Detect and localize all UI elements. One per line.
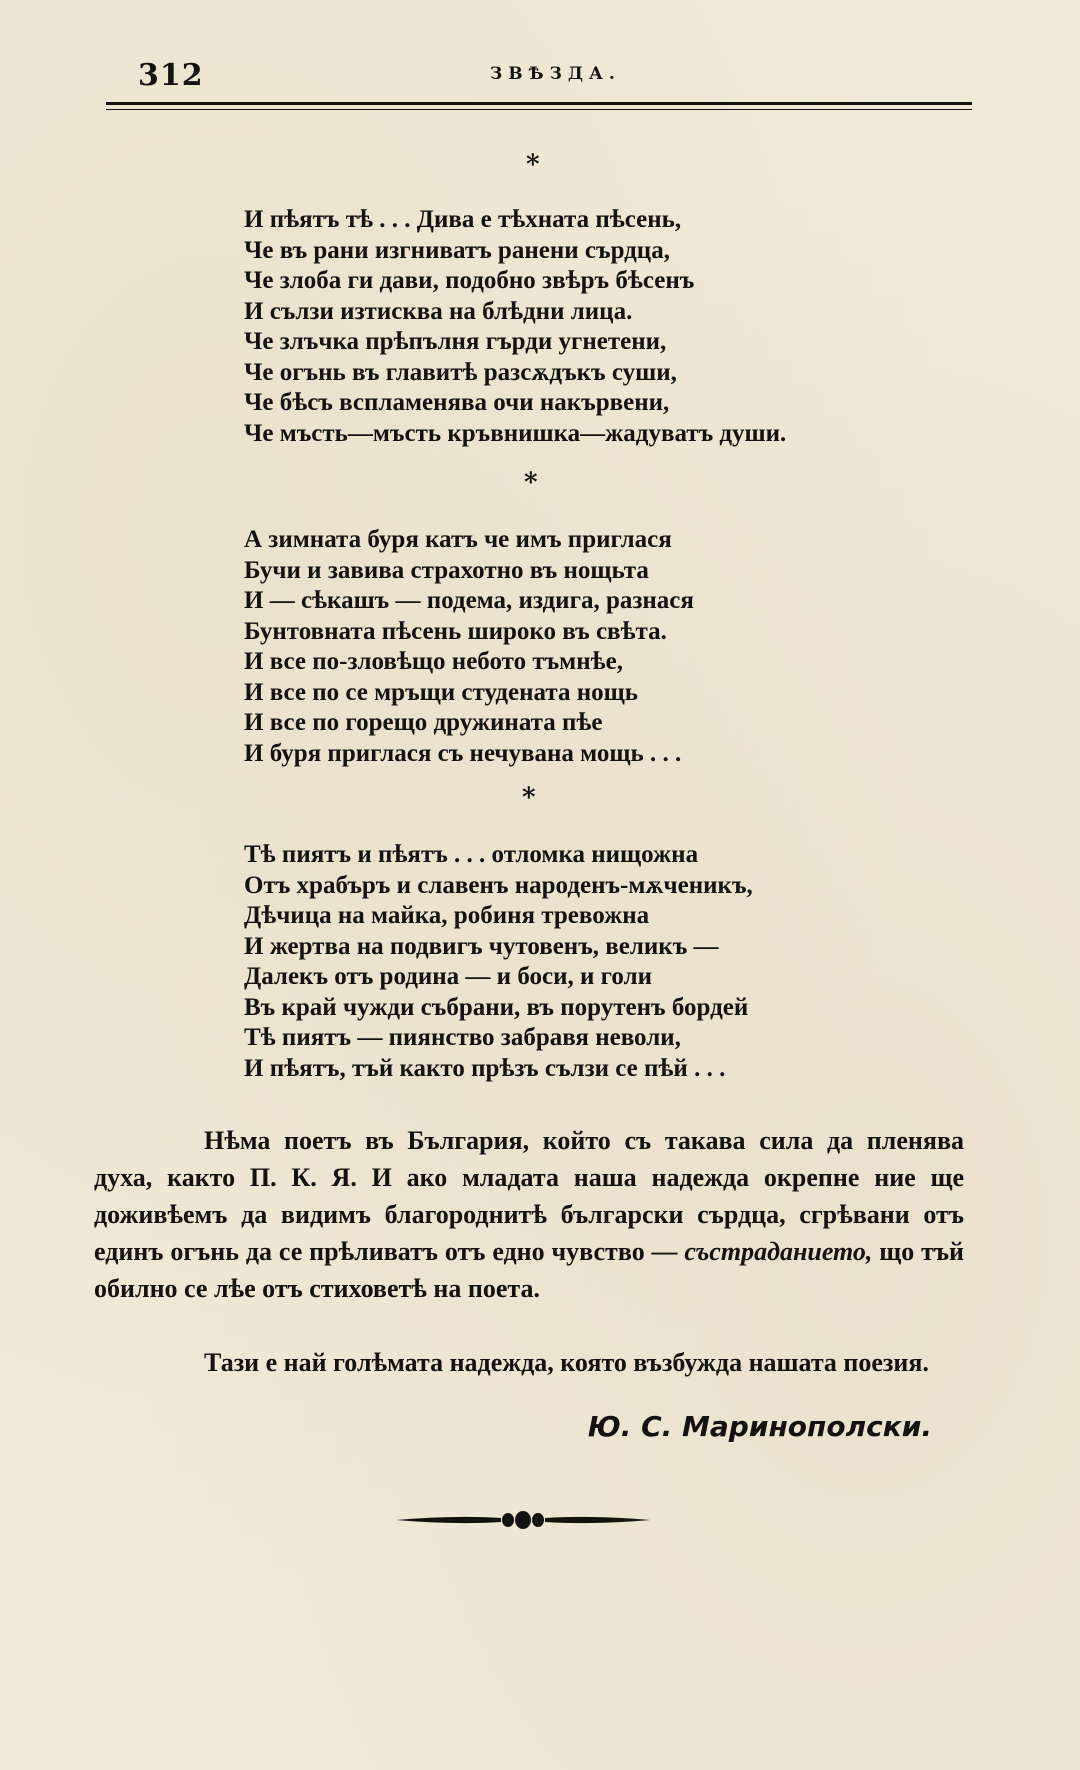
- verse-line: Въ край чужди събрани, въ порутенъ бордей: [244, 993, 749, 1021]
- verse-line: И буря приглася съ нечувана мощь . . .: [244, 739, 682, 767]
- paragraph-text: Нѣма поетъ въ България, който съ такава сила да пленява духа, както П. К. Я. И ако младата наша надежда окрепне ние ще доживѣемъ да видимъ благороднитѣ български сърдца, сгрѣвани отъ единъ огънь да се прѣливатъ отъ едно чувство —: [94, 1126, 964, 1266]
- stanza-2: [244, 525, 694, 769]
- verse-line: Далекъ отъ родина — и боси, и голи: [244, 963, 652, 990]
- closing-paragraph-1: [94, 1122, 964, 1307]
- verse-line: И сълзи изтисква на блѣдни лица.: [244, 297, 633, 325]
- verse-line: Че въ рани изгниватъ ранени сърдца,: [244, 236, 670, 264]
- running-head: ЗВѢЗДА.: [490, 64, 621, 84]
- verse-line: И пѣятъ тѣ . . . Дива е тѣхната пѣсень,: [244, 206, 682, 233]
- paragraph-text: Тази е най голѣмата надежда, която възбужда нашата поезия.: [204, 1348, 929, 1377]
- stanza-separator-asterisk: *: [524, 468, 538, 498]
- stanza-3: [244, 840, 753, 1084]
- header-rule-thick: [106, 102, 972, 105]
- verse-line: Че злоба ги дави, подобно звѣръ бѣсенъ: [244, 267, 695, 294]
- verse-line: Че огънь въ главитѣ разсѫдъкъ суши,: [244, 358, 677, 386]
- page-number: 312: [138, 58, 204, 93]
- verse-line: И — сѣкашъ — подема, издига, разнася: [244, 587, 694, 614]
- verse-line: Тѣ пиятъ — пиянство забравя неволи,: [244, 1024, 681, 1051]
- verse-line: А зимната буря катъ че имъ приглася: [244, 526, 672, 553]
- verse-line: И все по горещо дружината пѣе: [244, 709, 603, 736]
- verse-line: И все по се мръщи студената нощь: [244, 678, 638, 706]
- verse-line: Тѣ пиятъ и пѣятъ . . . отломка нищожна: [244, 841, 699, 868]
- stanza-1: [244, 205, 786, 449]
- stanza-separator-asterisk: *: [522, 783, 536, 813]
- verse-line: Бучи и завива страхотно въ нощьта: [244, 556, 649, 584]
- verse-line: Бунтовната пѣсень широко въ свѣта.: [244, 617, 667, 645]
- author-signature: Ю. С. Маринополски.: [587, 1410, 932, 1443]
- verse-line: Че злъчка прѣпълня гърди угнетени,: [244, 328, 667, 355]
- paragraph-text: що тъй обилно се лѣе отъ стиховетѣ на поета.: [94, 1237, 964, 1303]
- verse-line: Че мъсть—мъсть кръвнишка—жадуватъ души.: [244, 419, 787, 447]
- verse-line: И жертва на подвигъ чутовенъ, великъ —: [244, 932, 719, 960]
- verse-line: Дѣчица на майка, робиня тревожна: [244, 902, 650, 929]
- verse-line: И пѣятъ, тъй както прѣзъ сълзи се пѣй . . .: [244, 1054, 726, 1082]
- header-rule-thin: [106, 109, 972, 110]
- verse-line: И все по-зловѣщо небото тъмнѣе,: [244, 648, 623, 675]
- closing-paragraph-2: [94, 1344, 964, 1381]
- stanza-separator-asterisk: *: [526, 150, 540, 180]
- emphasized-word: състраданието,: [684, 1237, 873, 1266]
- ornament-divider-icon: [396, 1506, 650, 1534]
- verse-line: Отъ храбъръ и славенъ народенъ-мѫченикъ,: [244, 871, 753, 899]
- verse-line: Че бѣсъ вспламенява очи накървени,: [244, 389, 670, 416]
